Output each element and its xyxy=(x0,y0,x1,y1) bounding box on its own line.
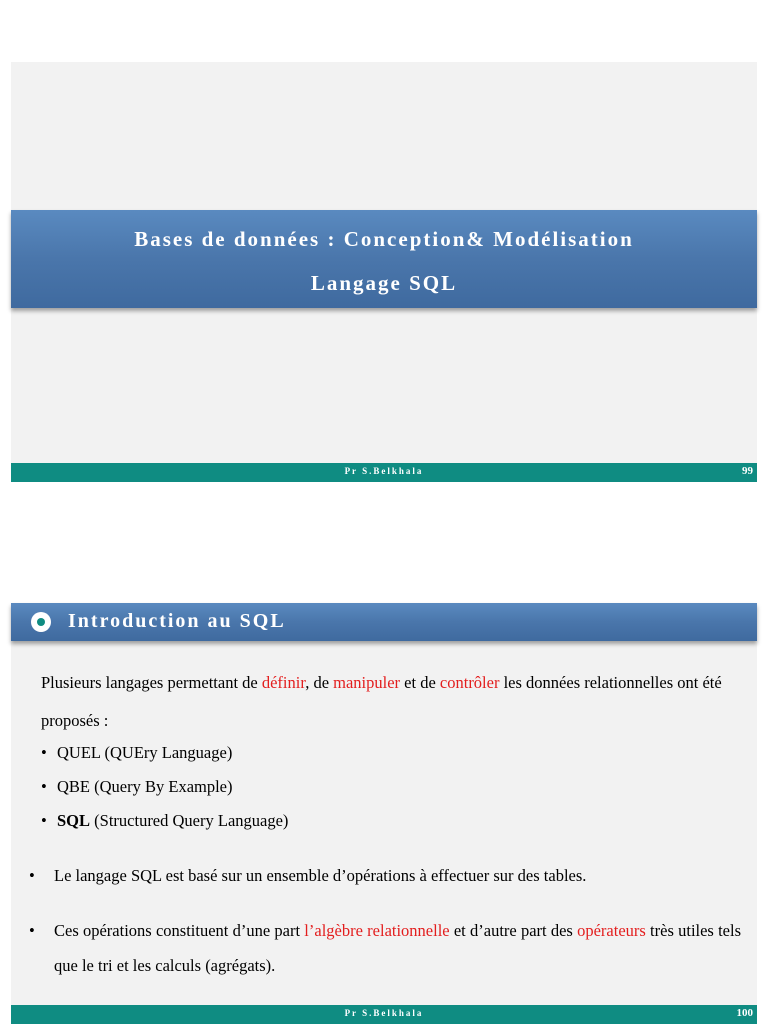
bullet-icon: • xyxy=(41,743,47,762)
bullet-text-part: Ces opérations constituent d’une part xyxy=(54,921,305,940)
keyword-manipuler: manipuler xyxy=(333,673,401,692)
slide-subtitle: Langage SQL xyxy=(310,271,458,295)
list-item xyxy=(41,804,288,838)
intro-text: , de xyxy=(305,673,334,692)
intro-text: les données relationnelles ont été proposés : xyxy=(41,673,722,730)
bullet-text-part: et d’autre part des xyxy=(449,921,578,940)
list-item-text: (Structured Query Language) xyxy=(90,811,289,830)
slide-99 xyxy=(11,62,757,482)
bullet-text-part: très utiles tels que le tri et les calculs (agrégats). xyxy=(54,921,742,975)
list-item-text: QBE (Query By Example) xyxy=(57,777,233,796)
keyword-operateurs: opérateurs xyxy=(577,921,646,940)
title-band xyxy=(11,210,757,308)
bullet-icon: • xyxy=(29,921,35,940)
bullet-text xyxy=(54,913,741,983)
slide-100 xyxy=(11,603,757,1024)
keyword-definir: définir xyxy=(261,673,306,692)
list-item xyxy=(41,736,288,770)
page-number: 99 xyxy=(742,465,753,477)
bullet-point xyxy=(29,913,741,983)
circle-bullet-icon xyxy=(31,612,51,632)
list-item-bold: SQL xyxy=(57,811,91,830)
intro-text: Plusieurs langages permettant de xyxy=(41,673,262,692)
bullet-point xyxy=(29,859,741,893)
footer-bar xyxy=(11,463,757,482)
footer-author: Pr S.Belkhala xyxy=(344,1008,424,1018)
bullet-icon: • xyxy=(41,777,47,796)
footer-bar xyxy=(11,1005,757,1024)
page-number: 100 xyxy=(736,1007,753,1019)
intro-text: et de xyxy=(400,673,440,692)
slide-heading: Introduction au SQL xyxy=(68,610,286,632)
keyword-algebre: l’algèbre relationnelle xyxy=(304,921,450,940)
header-band xyxy=(11,603,757,641)
list-item-text: QUEL (QUEry Language) xyxy=(57,743,233,762)
list-item xyxy=(41,770,288,804)
language-list xyxy=(41,736,288,838)
intro-paragraph xyxy=(41,664,741,740)
bullet-text: Le langage SQL est basé sur un ensemble d’opérations à effectuer sur des tables. xyxy=(54,866,587,885)
keyword-controler: contrôler xyxy=(439,673,500,692)
bullet-icon: • xyxy=(41,811,47,830)
bullet-icon: • xyxy=(29,866,35,885)
footer-author: Pr S.Belkhala xyxy=(344,466,424,476)
slide-title: Bases de données : Conception& Modélisation xyxy=(134,227,634,251)
